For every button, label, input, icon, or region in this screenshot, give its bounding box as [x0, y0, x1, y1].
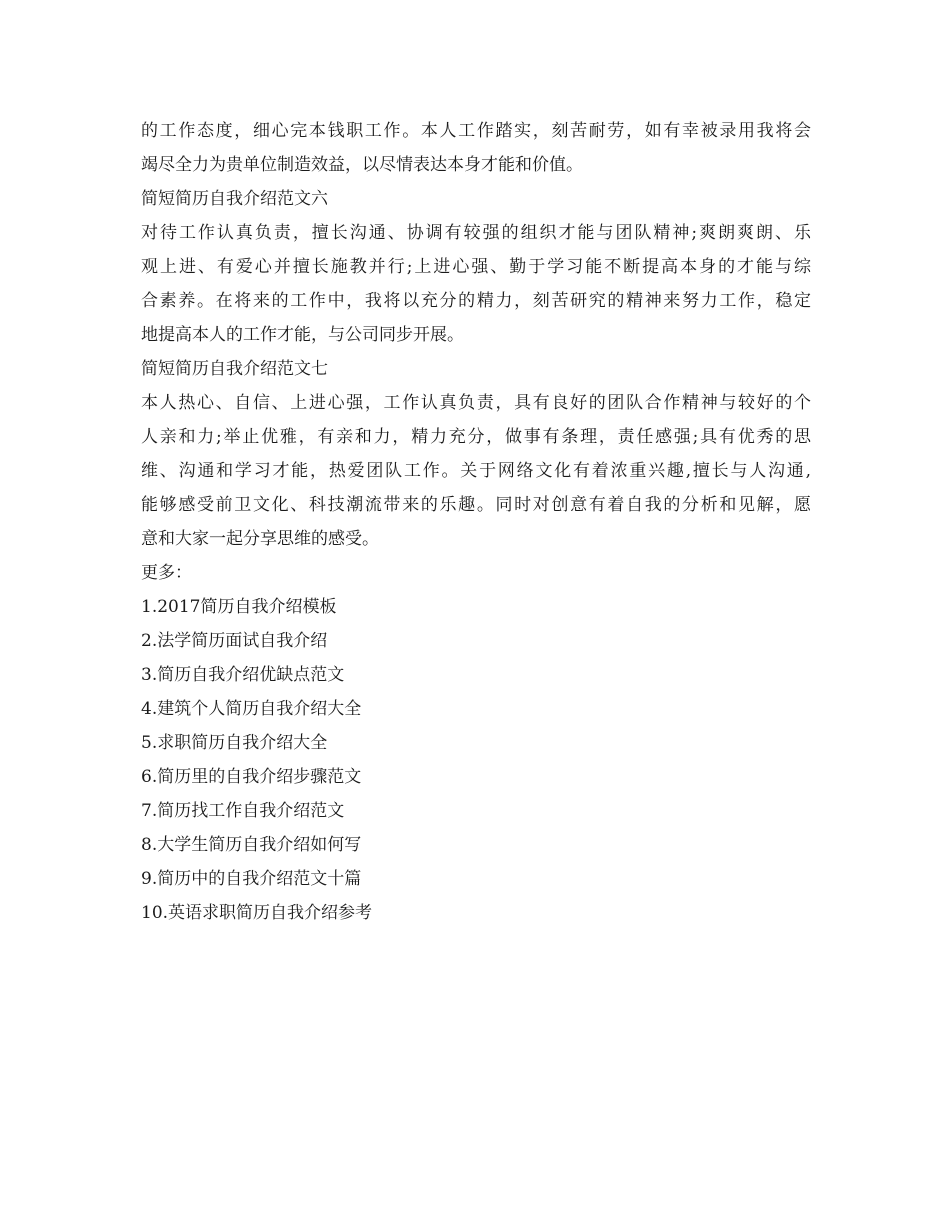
section-heading-6: 简短简历自我介绍范文六: [141, 189, 328, 209]
paragraph-5-tail: [141, 114, 811, 182]
related-link-item[interactable]: 6.简历里的自我介绍步骤范文: [141, 767, 362, 787]
paragraph-line: 能够感受前卫文化、科技潮流带来的乐趣。同时对创意有着自我的分析和见解，愿: [141, 495, 811, 515]
related-link-item[interactable]: 9.简历中的自我介绍范文十篇: [141, 869, 362, 889]
paragraph-6: [141, 216, 811, 352]
paragraph-line: 人亲和力;举止优雅，有亲和力，精力充分，做事有条理，责任感强;具有优秀的思: [141, 427, 811, 447]
paragraph-line: 维、沟通和学习才能，热爱团队工作。关于网络文化有着浓重兴趣,擅长与人沟通,: [141, 461, 811, 481]
paragraph-line: 的工作态度，细心完本钱职工作。本人工作踏实，刻苦耐劳，如有幸被录用我将会: [141, 121, 811, 141]
section-heading-7: 简短简历自我介绍范文七: [141, 359, 328, 379]
paragraph-line: 观上进、有爱心并擅长施教并行;上进心强、勤于学习能不断提高本身的才能与综: [141, 257, 811, 277]
related-link-item[interactable]: 7.简历找工作自我介绍范文: [141, 801, 345, 821]
related-link-item[interactable]: 5.求职简历自我介绍大全: [141, 733, 328, 753]
related-link-item[interactable]: 3.简历自我介绍优缺点范文: [141, 665, 345, 685]
paragraph-line: 对待工作认真负责，擅长沟通、协调有较强的组织才能与团队精神;爽朗爽朗、乐: [141, 223, 811, 243]
related-link-item[interactable]: 4.建筑个人简历自我介绍大全: [141, 699, 362, 719]
more-label: 更多：: [141, 563, 192, 583]
related-link-item[interactable]: 1.2017简历自我介绍模板: [141, 597, 337, 617]
paragraph-line: 意和大家一起分享思维的感受。: [141, 529, 379, 549]
paragraph-line: 本人热心、自信、上进心强，工作认真负责，具有良好的团队合作精神与较好的个: [141, 393, 811, 413]
paragraph-line: 竭尽全力为贵单位制造效益，以尽情表达本身才能和价值。: [141, 155, 583, 175]
related-link-item[interactable]: 10.英语求职简历自我介绍参考: [141, 903, 373, 923]
document-body: [141, 114, 811, 930]
paragraph-line: 地提高本人的工作才能，与公司同步开展。: [141, 325, 464, 345]
related-link-item[interactable]: 8.大学生简历自我介绍如何写: [141, 835, 362, 855]
related-links-list: [141, 590, 811, 930]
related-link-item[interactable]: 2.法学简历面试自我介绍: [141, 631, 328, 651]
paragraph-line: 合素养。在将来的工作中，我将以充分的精力，刻苦研究的精神来努力工作，稳定: [141, 291, 811, 311]
paragraph-7: [141, 386, 811, 556]
